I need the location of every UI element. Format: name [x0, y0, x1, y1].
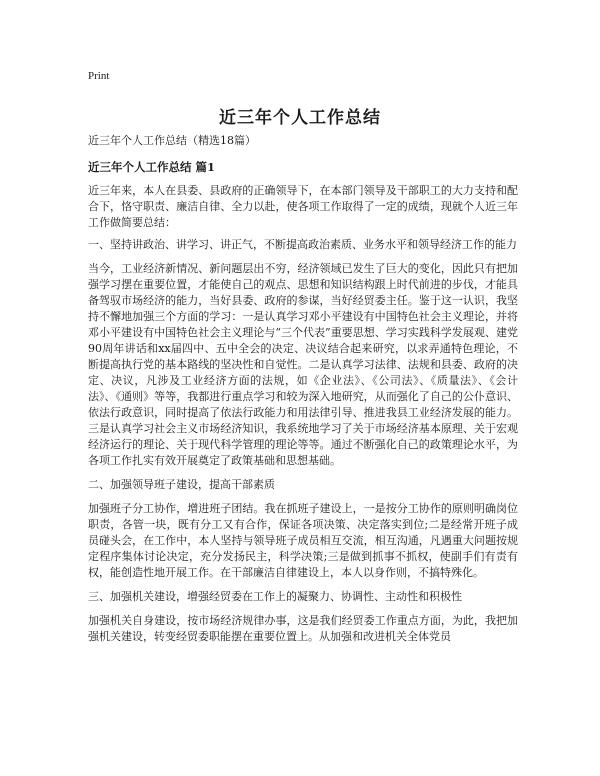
- paragraph-body-3: 加强机关自身建设，按市场经济规律办事，这是我们经贸委工作重点方面，为此，我把加强机关建设，转变经贸委职能摆在重要位置上。从加强和改进机关全体党员: [88, 614, 518, 643]
- paragraph-heading-3: 三、加强机关建设，增强经贸委在工作上的凝聚力、协调性、主动性和积极性: [88, 590, 462, 603]
- document-body: [88, 133, 518, 653]
- paragraph-body-2: 加强班子分工协作，增进班子团结。我在抓班子建设上，一是按分工协作的原则明确岗位职责，各管一块，既有分工又有合作，保证各项决策、决定落实到位;二是经常开班子成员碰头会，在工作中，本人坚持与领导班子成员相互交流，相互沟通，凡遇重大问题按规定程序集体讨论决定，充分发扬民主，科学决策;三是做到抓事不抓权，使副手们有责有权，能创造性地开展工作。在干部廉洁自律建设上，本人以身作则，不搞特殊化。: [88, 502, 518, 579]
- print-link[interactable]: Print: [88, 70, 110, 82]
- paragraph-heading-2: 二、加强领导班子建设，提高干部素质: [88, 478, 275, 491]
- paragraph-intro: 近三年来，本人在县委、县政府的正确领导下，在本部门领导及干部职工的大力支持和配合下，恪守职责、廉洁自律、全力以赴，使各项工作取得了一定的成绩，现就个人近三年工作做简要总结：: [88, 184, 518, 229]
- document-subtitle: 近三年个人工作总结（精选18篇）: [88, 134, 256, 147]
- paragraph-heading-1: 一、坚持讲政治、讲学习、讲正气，不断提高政治素质、业务水平和领导经济工作的能力: [88, 238, 517, 251]
- page-title: 近三年个人工作总结: [219, 108, 381, 128]
- paragraph-body-1: 当今，工业经济新情况、新问题层出不穷，经济领域已发生了巨大的变化，因此只有把加强学习摆在重要位置，才能使自己的观点、思想和知识结构跟上时代前进的步伐，才能具备驾驭市场经济的能力，当好县委、政府的参谋，当好经贸委主任。鉴于这一认识，我坚持不懈地加强三个方面的学习：一是认真学习邓小平建设有中国特色社会主义理论，并将邓小平建设有中国特色社会主义理论与“三个代表”重要思想、学习实践科学发展观、建党90周年讲话和xx届四中、五中全会的决定、决议结合起来研究，以求弄通特色理论，不断提高执行党的基本路线的坚决性和自觉性。二是认真学习法律、法规和县委、政府的决定、决议，凡涉及工业经济方面的法规，如《企业法》、《公司法》、《质量法》、《会计法》、《通则》等等，我都进行重点学习和较为深入地研究，从而强化了自己的公仆意识、依法行政意识，同时提高了依法行政能力和用法律引导、推进我县工业经济发展的能力。三是认真学习社会主义市场经济知识，我系统地学习了关于市场经济基本原理、关于宏观经济运行的理论、关于现代科学管理的理论等等。通过不断强化自己的政策理论水平，为各项工作扎实有效开展奠定了政策基础和思想基础。: [88, 262, 518, 467]
- section-heading: 近三年个人工作总结 篇1: [88, 160, 216, 174]
